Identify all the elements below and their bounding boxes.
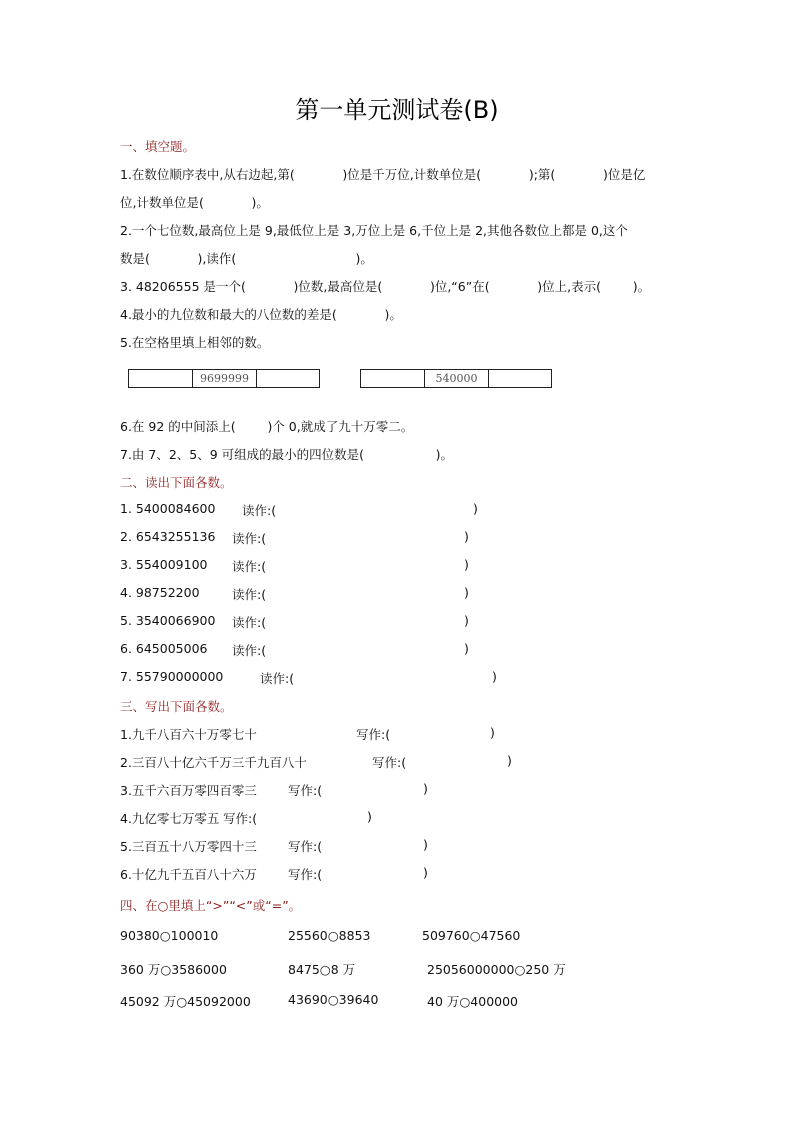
write-label: 写作:(	[288, 839, 323, 854]
question-1-line-1: 1.在数位顺序表中,从右边起,第( )位是千万位,计数单位是( );第( )位是亿	[120, 167, 646, 182]
table-1-cell-next[interactable]	[257, 370, 319, 387]
write-text: 3.五千六百万零四百零三	[120, 783, 257, 798]
compare-item: 509760○47560	[422, 928, 521, 943]
compare-item: 40 万○400000	[427, 994, 519, 1009]
read-label: 读作:(	[232, 615, 267, 630]
read-label: 读作:(	[232, 559, 267, 574]
compare-row	[120, 992, 519, 1052]
table-2-cell-prev[interactable]	[361, 370, 425, 387]
question-2-line-2: 数是( ),读作( )。	[120, 251, 373, 266]
write-text: 6.十亿九千五百八十六万	[120, 867, 257, 882]
question-4: 4.最小的九位数和最大的八位数的差是( )。	[120, 307, 402, 322]
question-2-line-1: 2.一个七位数,最高位上是 9,最低位上是 3,万位上是 6,千位上是 2,其他各数位上都是 0,这个	[120, 223, 628, 238]
write-text: 1.九千八百六十万零七十	[120, 727, 257, 742]
page-title: 第一单元测试卷(B)	[295, 96, 499, 124]
write-label: 写作:(	[372, 755, 407, 770]
read-close: )	[464, 585, 469, 600]
write-label: 写作:(	[288, 867, 323, 882]
read-number: 5. 3540066900	[120, 613, 216, 628]
write-close: )	[423, 781, 428, 796]
read-label: 读作:(	[232, 587, 267, 602]
section-1-heading: 一、填空题。	[120, 139, 196, 154]
read-label: 读作:(	[242, 503, 277, 518]
table-2-cell-next[interactable]	[489, 370, 551, 387]
write-text: 2.三百八十亿六千万三千九百八十	[120, 755, 307, 770]
compare-item: 360 万○3586000	[120, 962, 227, 977]
compare-item: 25056000000○250 万	[427, 962, 566, 977]
compare-item: 25560○8853	[288, 928, 371, 943]
neighbor-table-2	[360, 369, 552, 388]
compare-item: 8475○8 万	[288, 962, 356, 977]
read-number: 4. 98752200	[120, 585, 200, 600]
section-3-heading: 三、写出下面各数。	[120, 699, 233, 714]
section-2-heading: 二、读出下面各数。	[120, 475, 233, 490]
read-number: 1. 5400084600	[120, 501, 216, 516]
read-label: 读作:(	[260, 671, 295, 686]
read-close: )	[464, 613, 469, 628]
read-close: )	[464, 557, 469, 572]
question-3: 3. 48206555 是一个( )位数,最高位是( )位,“6”在( )位上,表示( )。	[120, 279, 651, 294]
compare-item: 43690○39640	[288, 992, 379, 1007]
read-label: 读作:(	[232, 531, 267, 546]
write-text: 4.九亿零七万零五	[120, 811, 220, 826]
read-number: 2. 6543255136	[120, 529, 216, 544]
read-close: )	[464, 529, 469, 544]
write-close: )	[507, 753, 512, 768]
question-5: 5.在空格里填上相邻的数。	[120, 335, 270, 350]
write-label: 写作:(	[288, 783, 323, 798]
question-6: 6.在 92 的中间添上( )个 0,就成了九十万零二。	[120, 419, 414, 434]
read-close: )	[473, 501, 478, 516]
compare-item: 90380○100010	[120, 928, 219, 943]
write-close: )	[367, 809, 372, 824]
read-label: 读作:(	[232, 643, 267, 658]
table-2-cell-given: 540000	[425, 370, 489, 387]
write-label: 写作:(	[356, 727, 391, 742]
write-close: )	[423, 837, 428, 852]
read-number: 3. 554009100	[120, 557, 208, 572]
table-1-cell-prev[interactable]	[129, 370, 193, 387]
write-text: 5.三百五十八万零四十三	[120, 839, 257, 854]
question-7: 7.由 7、2、5、9 可组成的最小的四位数是( )。	[120, 447, 453, 462]
write-close: )	[423, 865, 428, 880]
write-close: )	[490, 725, 495, 740]
compare-item: 45092 万○45092000	[120, 994, 251, 1009]
neighbor-table-1	[128, 369, 320, 388]
write-label: 写作:(	[223, 811, 258, 826]
read-number: 6. 645005006	[120, 641, 208, 656]
read-number: 7. 55790000000	[120, 669, 224, 684]
table-1-cell-given: 9699999	[193, 370, 257, 387]
read-close: )	[492, 669, 497, 684]
read-close: )	[464, 641, 469, 656]
question-1-line-2: 位,计数单位是( )。	[120, 195, 269, 210]
section-4-heading: 四、在○里填上“>”“<”或“=”。	[120, 898, 302, 913]
